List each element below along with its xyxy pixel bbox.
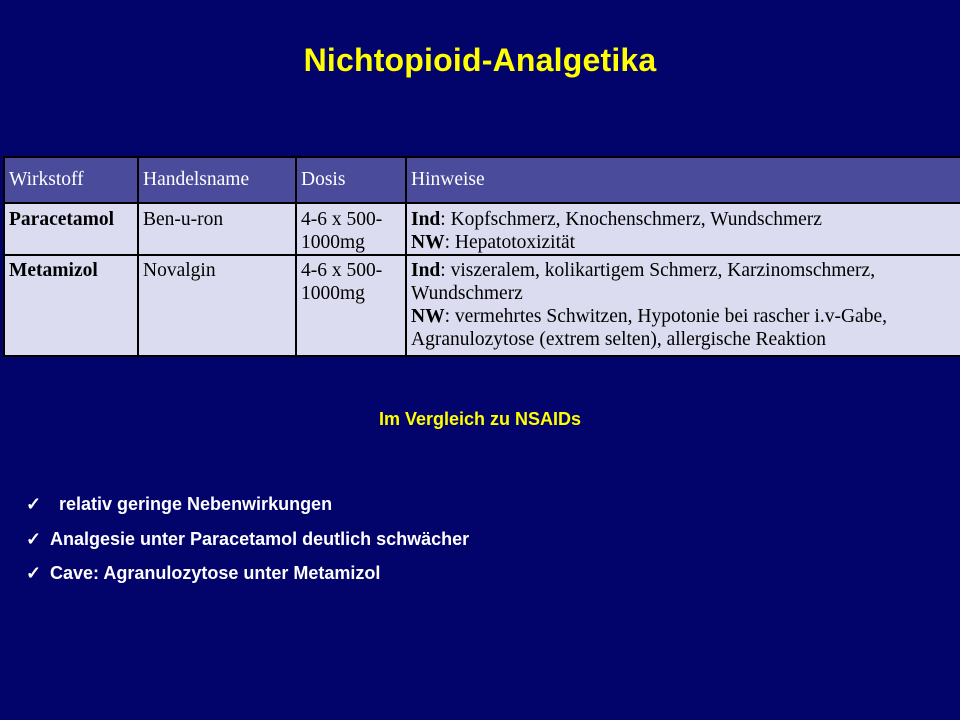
header-hinweise: Hinweise: [406, 157, 960, 203]
checkmark-icon: ✓: [26, 528, 42, 549]
cell-dosis: [296, 255, 406, 356]
checkmark-icon: ✓: [26, 494, 42, 514]
bullet-list: [26, 494, 469, 598]
cell-handelsname: Ben-u-ron: [138, 203, 296, 255]
dosis-line: 1000mg: [301, 283, 365, 304]
bullet-text: relativ geringe Nebenwirkungen: [59, 494, 333, 514]
checkmark-icon: ✓: [26, 563, 42, 583]
cell-wirkstoff: Metamizol: [4, 255, 138, 356]
cell-hinweise: [406, 255, 960, 356]
slide-title: Nichtopioid-Analgetika: [303, 42, 657, 78]
nw-text: : vermehrtes Schwitzen, Hypotonie bei rascher i.v-Gabe, Agranulozytose (extrem selten), allergische Reaktion: [411, 306, 887, 350]
drug-table: [3, 156, 960, 357]
list-item: [26, 563, 469, 598]
list-item: [26, 529, 469, 564]
nw-text: : Hepatotoxizität: [444, 232, 576, 253]
bullet-text: Analgesie unter Paracetamol deutlich schwächer: [50, 528, 470, 549]
list-item: [26, 494, 469, 529]
header-wirkstoff: Wirkstoff: [4, 157, 138, 203]
ind-text: : Kopfschmerz, Knochenschmerz, Wundschmerz: [440, 209, 822, 230]
cell-hinweise: [406, 203, 960, 255]
table-header-row: [4, 157, 960, 203]
bullet-text: Cave: Agranulozytose unter Metamizol: [50, 563, 381, 583]
nw-label: NW: [411, 306, 445, 327]
ind-label: Ind: [411, 260, 441, 281]
header-dosis: Dosis: [296, 157, 406, 203]
dosis-line: 1000mg: [301, 232, 365, 253]
dosis-line: 4-6 x 500-: [301, 209, 383, 230]
header-handelsname: Handelsname: [138, 157, 296, 203]
cell-handelsname: Novalgin: [138, 255, 296, 356]
cell-dosis: [296, 203, 406, 255]
ind-label: Ind: [411, 209, 441, 230]
table-row: [4, 255, 960, 356]
comparison-subtitle: Im Vergleich zu NSAIDs: [378, 409, 582, 429]
ind-text: : viszeralem, kolikartigem Schmerz, Karzinomschmerz, Wundschmerz: [411, 260, 876, 304]
table-row: [4, 203, 960, 255]
dosis-line: 4-6 x 500-: [301, 260, 383, 281]
nw-label: NW: [411, 232, 445, 253]
cell-wirkstoff: Paracetamol: [4, 203, 138, 255]
